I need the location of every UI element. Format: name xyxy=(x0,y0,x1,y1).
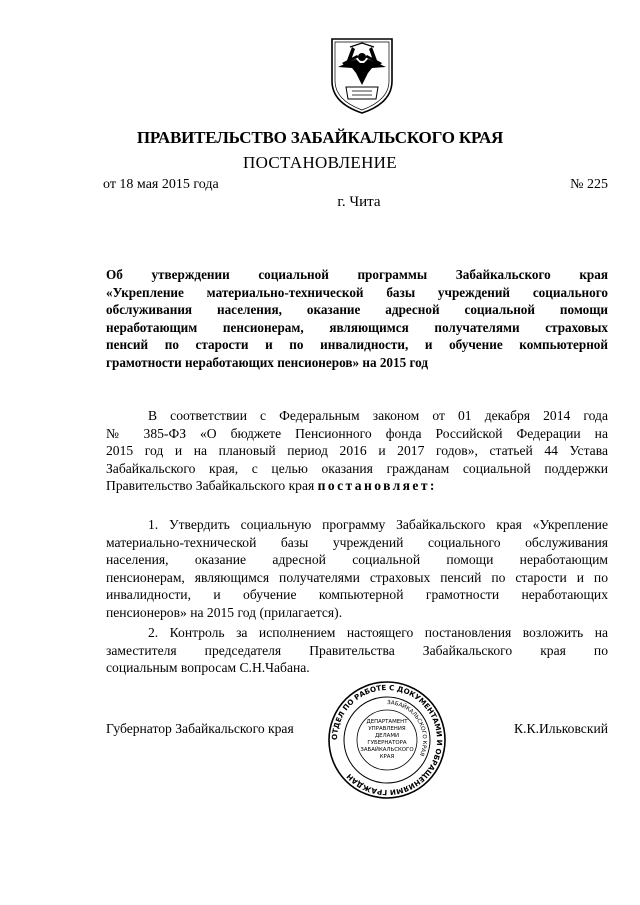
preamble-paragraph xyxy=(106,407,608,495)
paragraph-line: № 385-ФЗ «О бюджете Пенсионного фонда Российской Федерации на xyxy=(106,425,608,441)
subject-line: Об утверждении социальной программы Забайкальского края xyxy=(106,267,608,282)
document-subject xyxy=(106,266,608,371)
paragraph-line: Забайкальского края, с целью оказания гражданам социальной поддержки xyxy=(106,460,608,476)
subject-line: обслуживания населения, оказание адресной социальной помощи xyxy=(106,302,608,317)
stamp-center-line: ГУБЕРНАТОРА xyxy=(367,740,407,746)
government-title: ПРАВИТЕЛЬСТВО ЗАБАЙКАЛЬСКОГО КРАЯ xyxy=(136,128,504,147)
document-number: № 225 xyxy=(570,177,608,192)
item-1-paragraph xyxy=(106,516,608,622)
official-stamp-icon xyxy=(326,679,448,801)
paragraph-line: В соответствии с Федеральным законом от 01 декабря 2014 года xyxy=(148,408,608,423)
subject-line: грамотности неработающих пенсионеров» на 2015 год xyxy=(106,354,429,370)
paragraph-line: пенсионерам, являющимся получателями страховых пенсий по старости и по xyxy=(106,569,608,585)
paragraph-line: населения, оказание адресной социальной помощи неработающим xyxy=(106,552,608,568)
paragraph-line: социальным вопросам С.Н.Чабана. xyxy=(106,660,310,676)
subject-line: неработающим пенсионерам, являющимся получателями страховых xyxy=(106,319,608,335)
paragraph-line: заместителя председателя Правительства Забайкальского края по xyxy=(106,642,608,658)
paragraph-line: пенсионеров» на 2015 год (прилагается). xyxy=(106,604,343,620)
stamp-outer-text: ОТДЕЛ ПО РАБОТЕ С ДОКУМЕНТАМИ И ОБРАЩЕНИЯМИ ГРАЖДАН xyxy=(329,682,445,798)
stamp-center-line: ЗАБАЙКАЛЬСКОГО xyxy=(360,747,414,753)
stamp-inner-text: ЗАБАЙКАЛЬСКОГО КРАЯ xyxy=(386,699,428,757)
paragraph-line: 2. Контроль за исполнением настоящего постановления возложить на xyxy=(148,625,608,640)
preamble-subject: Правительство Забайкальского края xyxy=(106,478,318,494)
paragraph-line: материально-технической базы учреждений социального обслуживания xyxy=(106,534,608,550)
signer-position: Губернатор Забайкальского края xyxy=(106,721,294,736)
stamp-center-line: ДЕПАРТАМЕНТ xyxy=(366,719,408,725)
subject-line: пенсий по старости и по инвалидности, и обучение компьютерной xyxy=(106,337,608,352)
stamp-center-line: КРАЯ xyxy=(379,754,395,760)
decree-word: постановляет: xyxy=(317,478,437,494)
paragraph-line: инвалидности, и обучение компьютерной грамотности неработающих xyxy=(106,587,608,603)
document-city: г. Чита xyxy=(337,194,381,210)
document-type: ПОСТАНОВЛЕНИЕ xyxy=(243,153,397,172)
stamp-center-line: УПРАВЛЕНИЯ xyxy=(368,726,406,732)
paragraph-line: 1. Утвердить социальную программу Забайкальского края «Укрепление xyxy=(148,517,608,532)
subject-line: «Укрепление материально-технической базы учреждений социального xyxy=(106,284,608,300)
coat-of-arms-icon xyxy=(322,33,402,115)
item-2-paragraph xyxy=(106,624,608,677)
paragraph-line xyxy=(106,477,608,495)
signer-name: К.К.Ильковский xyxy=(514,721,608,736)
document-date: от 18 мая 2015 года xyxy=(103,177,219,192)
stamp-center-line: ДЕЛАМИ xyxy=(374,733,400,739)
paragraph-line: 2015 год и на плановый период 2016 и 2017 годов», статьей 44 Устава xyxy=(106,443,608,459)
